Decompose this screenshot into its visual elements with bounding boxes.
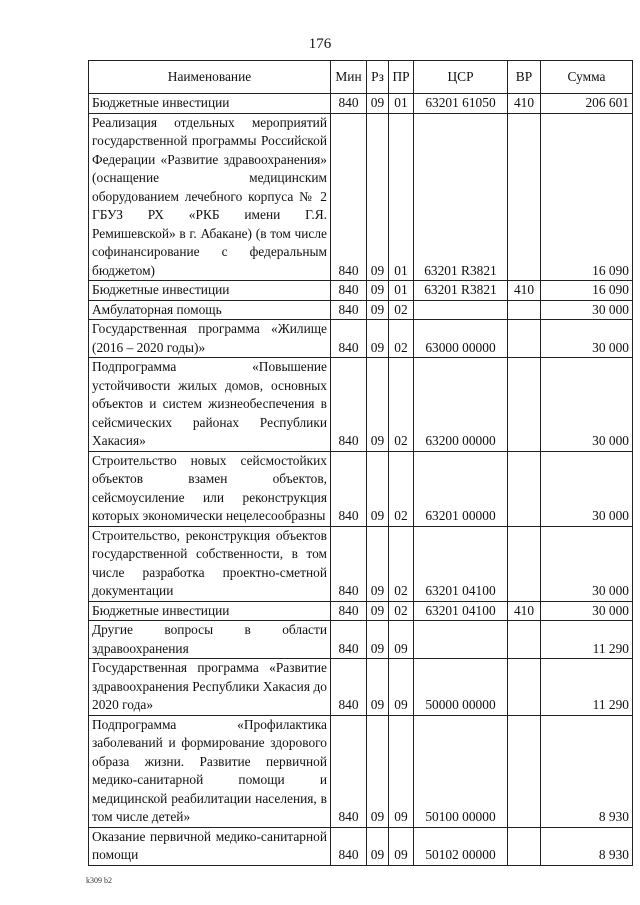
cell-sum: 30 000 bbox=[541, 601, 633, 621]
header-name: Наименование bbox=[89, 61, 331, 94]
cell-csr: 63201 04100 bbox=[414, 526, 508, 601]
cell-rz: 09 bbox=[367, 281, 389, 301]
cell-name: Реализация отдельных мероприятий государственной программы Российской Федерации «Развитие здравоохранения» (оснащение медицинским оборудованием лечебного корпуса № 2 ГБУЗ РХ «РКБ имени Г.Я. Ремишевской» в г. Абакане) (в том числе софинансирование с федеральным бюджетом) bbox=[89, 113, 331, 281]
cell-sum: 30 000 bbox=[541, 526, 633, 601]
cell-rz: 09 bbox=[367, 526, 389, 601]
cell-min: 840 bbox=[331, 358, 367, 452]
cell-sum: 11 290 bbox=[541, 659, 633, 716]
cell-vr bbox=[508, 358, 541, 452]
cell-csr: 63200 00000 bbox=[414, 358, 508, 452]
cell-rz: 09 bbox=[367, 827, 389, 865]
cell-vr bbox=[508, 827, 541, 865]
header-min: Мин bbox=[331, 61, 367, 94]
cell-rz: 09 bbox=[367, 358, 389, 452]
table-row bbox=[89, 601, 633, 621]
cell-pr: 02 bbox=[389, 601, 414, 621]
cell-vr: 410 bbox=[508, 94, 541, 114]
cell-name: Подпрограмма «Профилактика заболеваний и формирование здорового образа жизни. Развитие первичной медико-санитарной помощи и медицинской реабилитации населения, в том числе детей» bbox=[89, 715, 331, 827]
cell-pr: 01 bbox=[389, 113, 414, 281]
cell-sum: 11 290 bbox=[541, 621, 633, 659]
cell-vr: 410 bbox=[508, 281, 541, 301]
cell-sum: 30 000 bbox=[541, 451, 633, 526]
header-rz: Рз bbox=[367, 61, 389, 94]
cell-csr bbox=[414, 300, 508, 320]
table-row bbox=[89, 827, 633, 865]
cell-sum: 30 000 bbox=[541, 320, 633, 358]
cell-csr: 63201 61050 bbox=[414, 94, 508, 114]
cell-rz: 09 bbox=[367, 320, 389, 358]
cell-rz: 09 bbox=[367, 621, 389, 659]
cell-vr bbox=[508, 621, 541, 659]
cell-min: 840 bbox=[331, 526, 367, 601]
table-row bbox=[89, 300, 633, 320]
cell-min: 840 bbox=[331, 94, 367, 114]
table-row bbox=[89, 281, 633, 301]
budget-table bbox=[88, 60, 633, 866]
table-row bbox=[89, 659, 633, 716]
cell-rz: 09 bbox=[367, 601, 389, 621]
header-vr: ВР bbox=[508, 61, 541, 94]
table-row bbox=[89, 358, 633, 452]
cell-name: Бюджетные инвестиции bbox=[89, 94, 331, 114]
cell-pr: 01 bbox=[389, 281, 414, 301]
table-row bbox=[89, 715, 633, 827]
cell-pr: 02 bbox=[389, 320, 414, 358]
cell-name: Государственная программа «Жилище (2016 – 2020 годы)» bbox=[89, 320, 331, 358]
cell-name: Бюджетные инвестиции bbox=[89, 601, 331, 621]
cell-csr: 50100 00000 bbox=[414, 715, 508, 827]
footer-code: k309 b2 bbox=[86, 876, 112, 885]
cell-csr bbox=[414, 621, 508, 659]
cell-csr: 63201 R3821 bbox=[414, 113, 508, 281]
header-pr: ПР bbox=[389, 61, 414, 94]
cell-vr bbox=[508, 451, 541, 526]
cell-rz: 09 bbox=[367, 451, 389, 526]
cell-vr: 410 bbox=[508, 601, 541, 621]
cell-rz: 09 bbox=[367, 715, 389, 827]
cell-pr: 09 bbox=[389, 659, 414, 716]
cell-name: Бюджетные инвестиции bbox=[89, 281, 331, 301]
cell-min: 840 bbox=[331, 659, 367, 716]
cell-pr: 01 bbox=[389, 94, 414, 114]
header-csr: ЦСР bbox=[414, 61, 508, 94]
cell-vr bbox=[508, 659, 541, 716]
cell-name: Строительство, реконструкция объектов государственной собственности, в том числе разработка проектно-сметной документации bbox=[89, 526, 331, 601]
cell-pr: 02 bbox=[389, 451, 414, 526]
cell-sum: 206 601 bbox=[541, 94, 633, 114]
cell-csr: 50000 00000 bbox=[414, 659, 508, 716]
cell-min: 840 bbox=[331, 827, 367, 865]
cell-name: Государственная программа «Развитие здравоохранения Республики Хакасия до 2020 года» bbox=[89, 659, 331, 716]
cell-rz: 09 bbox=[367, 300, 389, 320]
cell-sum: 8 930 bbox=[541, 827, 633, 865]
cell-sum: 16 090 bbox=[541, 113, 633, 281]
cell-min: 840 bbox=[331, 601, 367, 621]
page-number: 176 bbox=[308, 36, 332, 52]
cell-min: 840 bbox=[331, 113, 367, 281]
table-header-row bbox=[89, 61, 633, 94]
cell-vr bbox=[508, 113, 541, 281]
cell-rz: 09 bbox=[367, 659, 389, 716]
table-row bbox=[89, 451, 633, 526]
table-row bbox=[89, 320, 633, 358]
cell-pr: 02 bbox=[389, 358, 414, 452]
cell-sum: 30 000 bbox=[541, 358, 633, 452]
table-row bbox=[89, 526, 633, 601]
cell-pr: 09 bbox=[389, 827, 414, 865]
cell-csr: 63201 04100 bbox=[414, 601, 508, 621]
cell-csr: 63000 00000 bbox=[414, 320, 508, 358]
cell-pr: 09 bbox=[389, 621, 414, 659]
cell-min: 840 bbox=[331, 281, 367, 301]
cell-name: Другие вопросы в области здравоохранения bbox=[89, 621, 331, 659]
table-row bbox=[89, 94, 633, 114]
cell-sum: 16 090 bbox=[541, 281, 633, 301]
cell-pr: 02 bbox=[389, 526, 414, 601]
cell-min: 840 bbox=[331, 715, 367, 827]
table-row bbox=[89, 621, 633, 659]
cell-sum: 30 000 bbox=[541, 300, 633, 320]
cell-pr: 09 bbox=[389, 715, 414, 827]
table-row bbox=[89, 113, 633, 281]
cell-rz: 09 bbox=[367, 94, 389, 114]
cell-min: 840 bbox=[331, 320, 367, 358]
cell-min: 840 bbox=[331, 621, 367, 659]
cell-vr bbox=[508, 320, 541, 358]
cell-vr bbox=[508, 715, 541, 827]
cell-vr bbox=[508, 526, 541, 601]
cell-vr bbox=[508, 300, 541, 320]
cell-sum: 8 930 bbox=[541, 715, 633, 827]
cell-min: 840 bbox=[331, 451, 367, 526]
cell-name: Оказание первичной медико-санитарной помощи bbox=[89, 827, 331, 865]
cell-name: Строительство новых сейсмостойких объектов взамен объектов, сейсмоусиление или реконструкция которых экономически нецелесообразны bbox=[89, 451, 331, 526]
cell-csr: 63201 00000 bbox=[414, 451, 508, 526]
cell-min: 840 bbox=[331, 300, 367, 320]
cell-csr: 50102 00000 bbox=[414, 827, 508, 865]
cell-csr: 63201 R3821 bbox=[414, 281, 508, 301]
cell-name: Подпрограмма «Повышение устойчивости жилых домов, основных объектов и систем жизнеобеспечения в сейсмических районах Республики Хакасия» bbox=[89, 358, 331, 452]
cell-name: Амбулаторная помощь bbox=[89, 300, 331, 320]
cell-rz: 09 bbox=[367, 113, 389, 281]
header-sum: Сумма bbox=[541, 61, 633, 94]
cell-pr: 02 bbox=[389, 300, 414, 320]
